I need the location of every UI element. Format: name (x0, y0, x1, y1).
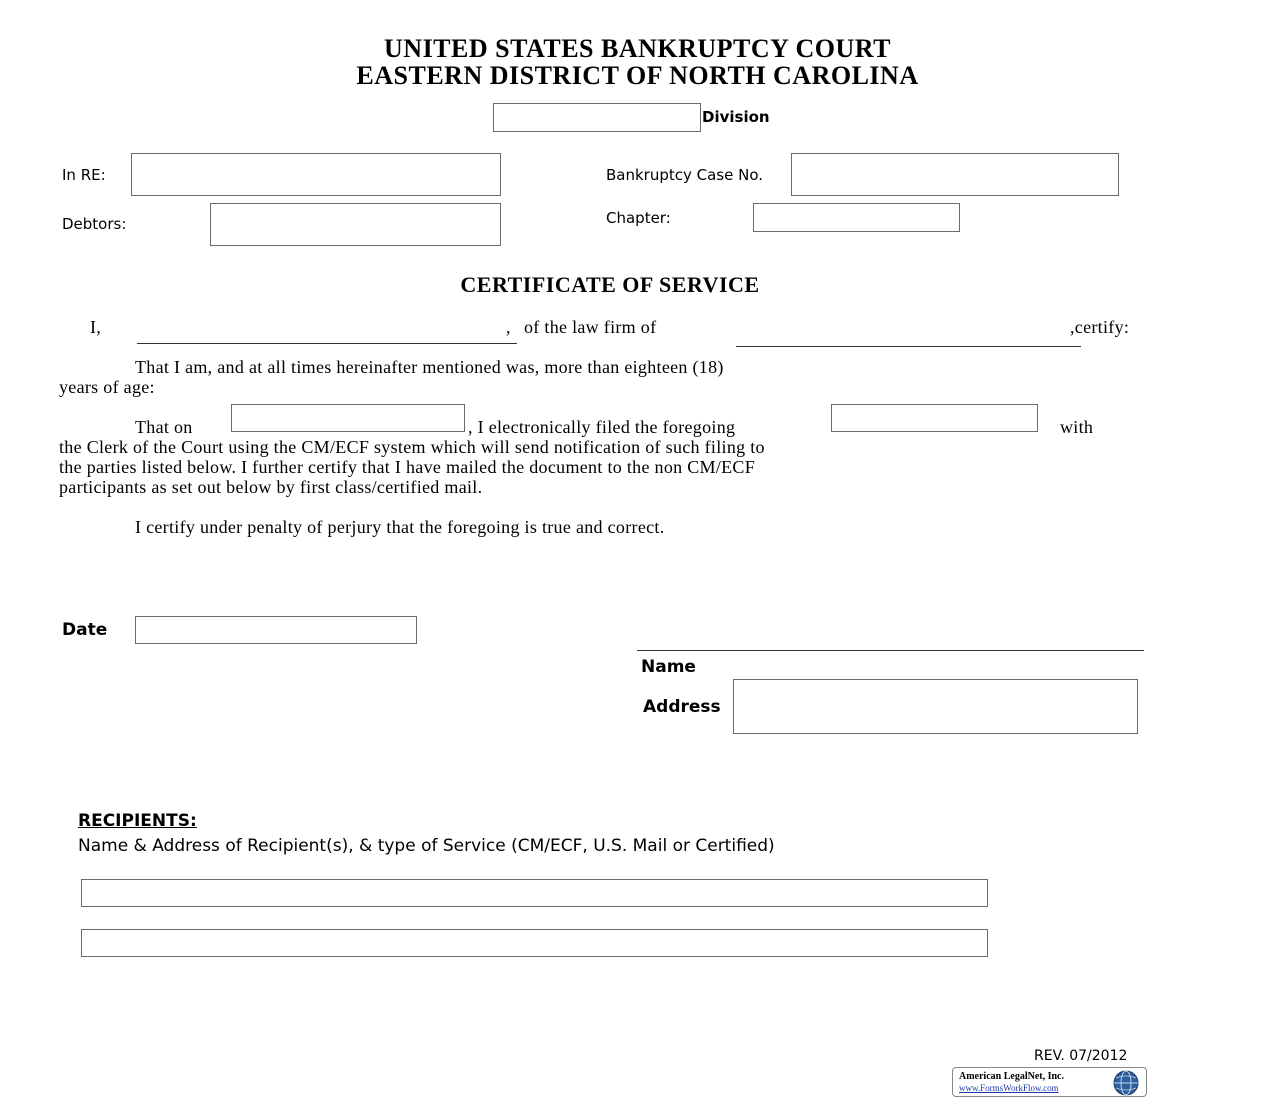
case-no-label: Bankruptcy Case No. (606, 166, 764, 184)
certifier-name-line[interactable] (137, 343, 517, 344)
court-title: UNITED STATES BANKRUPTCY COURT (384, 34, 891, 63)
with-text: with (1060, 417, 1094, 437)
law-firm-text: of the law firm of (524, 317, 657, 337)
recipients-heading: RECIPIENTS: (78, 811, 197, 831)
logo-company: American LegalNet, Inc. (959, 1071, 1064, 1082)
signature-line[interactable] (637, 650, 1144, 651)
document-name-input[interactable] (831, 404, 1038, 432)
body-line-2: the Clerk of the Court using the CM/ECF system which will send notification of such filing to (59, 437, 765, 457)
that-on-text: That on (135, 417, 193, 437)
in-re-input[interactable] (131, 153, 501, 196)
recipient-entry-2[interactable] (81, 929, 988, 957)
certificate-title: CERTIFICATE OF SERVICE (460, 272, 760, 297)
case-no-input[interactable] (791, 153, 1119, 196)
i-label: I, (90, 317, 102, 337)
age-line-2: years of age: (59, 377, 155, 397)
debtors-label: Debtors: (62, 215, 127, 233)
certify-text: ,certify: (1070, 317, 1130, 337)
american-legalnet-logo[interactable] (952, 1067, 1147, 1097)
law-firm-line[interactable] (736, 346, 1081, 347)
debtors-input[interactable] (210, 203, 501, 246)
date-label: Date (62, 620, 108, 640)
district-title: EASTERN DISTRICT OF NORTH CAROLINA (356, 61, 919, 90)
perjury-statement: I certify under penalty of perjury that the foregoing is true and correct. (135, 517, 665, 537)
chapter-label: Chapter: (606, 209, 671, 227)
body-line-3: the parties listed below. I further certify that I have mailed the document to the non CM/ECF (59, 457, 756, 477)
date-input[interactable] (135, 616, 417, 644)
address-input[interactable] (733, 679, 1138, 734)
filed-text: , I electronically filed the foregoing (468, 417, 736, 437)
revision-label: REV. 07/2012 (1034, 1048, 1128, 1064)
recipient-entry-1[interactable] (81, 879, 988, 907)
chapter-input[interactable] (753, 203, 960, 232)
body-line-4: participants as set out below by first class/certified mail. (59, 477, 483, 497)
age-line-1: That I am, and at all times hereinafter mentioned was, more than eighteen (18) (135, 357, 724, 377)
address-label: Address (643, 697, 721, 717)
logo-url: www.FormsWorkFlow.com (959, 1083, 1059, 1093)
division-label: Division (702, 108, 770, 126)
comma: , (506, 317, 511, 337)
in-re-label: In RE: (62, 166, 106, 184)
recipients-instructions: Name & Address of Recipient(s), & type of Service (CM/ECF, U.S. Mail or Certified) (78, 836, 775, 856)
globe-icon (1113, 1070, 1139, 1096)
division-input[interactable] (493, 103, 701, 132)
name-label: Name (641, 657, 696, 677)
filing-date-input[interactable] (231, 404, 465, 432)
